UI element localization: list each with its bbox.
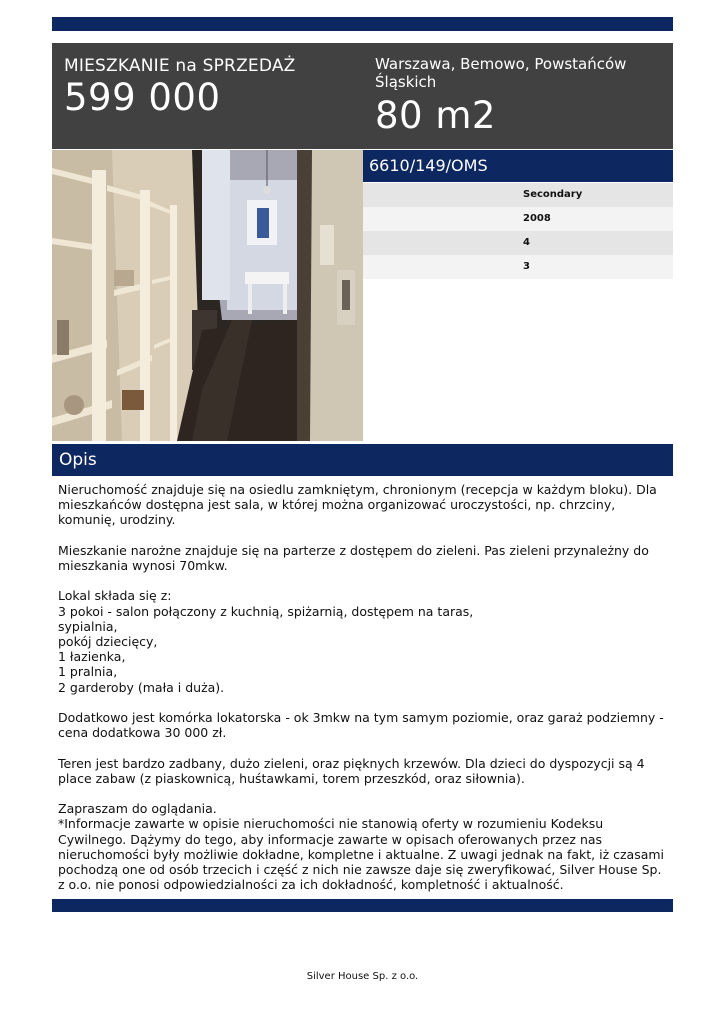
- detail-row: [363, 207, 673, 231]
- reference-bar: [363, 150, 673, 182]
- description-paragraph: Dodatkowo jest komórka lokatorska - ok 3mkw na tym samym poziomie, oraz garaż podziemny - cena dodatkowa 30 000 zł.: [58, 710, 664, 741]
- detail-row: [363, 183, 673, 207]
- area: 80 m2: [375, 94, 496, 137]
- details-table: [363, 183, 673, 279]
- property-photo: [52, 150, 363, 441]
- description-paragraph: Mieszkanie narożne znajduje się na parterze z dostępem do zieleni. Pas zieleni przynależny do mieszkania wynosi 70mkw.: [58, 542, 649, 573]
- detail-value: 2008: [523, 213, 551, 224]
- listing-header: [52, 43, 673, 149]
- detail-row: [363, 231, 673, 255]
- description-heading: Opis: [59, 450, 97, 470]
- bottom-accent-bar: [52, 899, 673, 912]
- description-body: [58, 482, 670, 892]
- footer-company: Silver House Sp. z o.o.: [306, 971, 419, 982]
- detail-value: Secondary: [523, 189, 583, 200]
- top-accent-bar: [52, 17, 673, 31]
- detail-value: 4: [523, 237, 530, 248]
- description-paragraph: Nieruchomość znajduje się na osiedlu zamkniętym, chronionym (recepcja w każdym bloku). Dla mieszkańców dostępna jest sala, w której można organizować uroczystości, np. chrzciny, komunię, urodziny.: [58, 482, 657, 528]
- description-paragraph: Lokal składa się z: 3 pokoi - salon połączony z kuchnią, spiżarnią, dostępem na taras, sypialnia, pokój dziecięcy, 1 łazienka, 1 pralnia, 2 garderoby (mała i duża).: [58, 588, 474, 695]
- listing-reference: 6610/149/OMS: [369, 156, 488, 175]
- detail-row: [363, 255, 673, 279]
- description-heading-bar: [52, 444, 673, 476]
- location: Warszawa, Bemowo, Powstańców Śląskich: [375, 55, 627, 91]
- description-paragraph: Zapraszam do oglądania. *Informacje zawarte w opisie nieruchomości nie stanowią oferty w rozumieniu Kodeksu Cywilnego. Dążymy do tego, aby informacje zawarte w opisach oferowanych przez nas nieruchomości były możliwie dokładne, kompletne i aktualne. Z uwagi jednak na fakt, iż czasami pochodzą one od osób trzecich i część z nich nie zawsze daje się zweryfikować, Silver House Sp. z o.o. nie ponosi odpowiedzialności za ich dokładność, kompletność i aktualność.: [58, 801, 665, 893]
- description-paragraph: Teren jest bardzo zadbany, dużo zieleni, oraz pięknych krzewów. Dla dzieci do dyspozycji są 4 place zabaw (z piaskownicą, huśtawkami, torem przeszkód, oraz siłownia).: [58, 755, 645, 786]
- price: 599 000: [64, 76, 221, 119]
- offer-type: MIESZKANIE na SPRZEDAŻ: [64, 56, 296, 76]
- detail-value: 3: [523, 261, 530, 272]
